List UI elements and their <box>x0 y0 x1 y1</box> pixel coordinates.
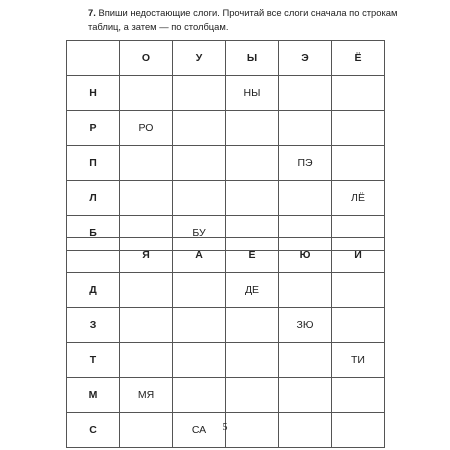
syllable-cell: ТИ <box>332 343 385 378</box>
table-row <box>67 146 385 181</box>
empty-syllable-cell[interactable] <box>279 378 332 413</box>
empty-syllable-cell[interactable] <box>173 308 226 343</box>
vowel-header: У <box>173 41 226 76</box>
empty-syllable-cell[interactable] <box>226 343 279 378</box>
syllable-cell: МЯ <box>120 378 173 413</box>
table-row <box>67 111 385 146</box>
empty-syllable-cell[interactable] <box>279 181 332 216</box>
table-row <box>67 378 385 413</box>
empty-syllable-cell[interactable] <box>173 343 226 378</box>
consonant-header: Р <box>67 111 120 146</box>
empty-syllable-cell[interactable] <box>332 76 385 111</box>
vowel-header: Э <box>279 41 332 76</box>
vowel-header: Ё <box>332 41 385 76</box>
syllable-cell: ДЕ <box>226 273 279 308</box>
empty-syllable-cell[interactable] <box>332 308 385 343</box>
syllable-cell: ЛЁ <box>332 181 385 216</box>
table-row <box>67 308 385 343</box>
empty-syllable-cell[interactable] <box>279 76 332 111</box>
empty-syllable-cell[interactable] <box>332 273 385 308</box>
header-row <box>67 41 385 76</box>
consonant-header: Л <box>67 181 120 216</box>
empty-syllable-cell[interactable] <box>120 76 173 111</box>
task-text: Впиши недостающие слоги. Прочитай все слоги сначала по строкам таблиц, а затем — по столбцам. <box>88 7 398 32</box>
empty-syllable-cell[interactable] <box>332 111 385 146</box>
empty-syllable-cell[interactable] <box>120 146 173 181</box>
empty-syllable-cell[interactable] <box>226 146 279 181</box>
empty-syllable-cell[interactable] <box>173 273 226 308</box>
vowel-header: Ы <box>226 41 279 76</box>
task-instructions <box>88 6 418 33</box>
consonant-header: Т <box>67 343 120 378</box>
syllable-cell: ЗЮ <box>279 308 332 343</box>
table-row <box>67 273 385 308</box>
empty-syllable-cell[interactable] <box>120 273 173 308</box>
empty-syllable-cell[interactable] <box>120 181 173 216</box>
consonant-header: Н <box>67 76 120 111</box>
consonant-header: З <box>67 308 120 343</box>
syllable-cell: РО <box>120 111 173 146</box>
empty-syllable-cell[interactable] <box>226 181 279 216</box>
empty-syllable-cell[interactable] <box>226 111 279 146</box>
empty-syllable-cell[interactable] <box>173 181 226 216</box>
header-row <box>67 238 385 273</box>
table-row <box>67 76 385 111</box>
consonant-header: Д <box>67 273 120 308</box>
consonant-header: С <box>67 413 120 448</box>
consonant-header: М <box>67 378 120 413</box>
table-row <box>67 343 385 378</box>
corner-cell <box>67 238 120 273</box>
syllable-cell: НЫ <box>226 76 279 111</box>
empty-syllable-cell[interactable] <box>173 111 226 146</box>
vowel-header: Е <box>226 238 279 273</box>
vowel-header: И <box>332 238 385 273</box>
syllable-cell: ПЭ <box>279 146 332 181</box>
empty-syllable-cell[interactable] <box>226 308 279 343</box>
syllable-cell: БУ <box>173 216 226 251</box>
task-number: 7. <box>88 7 96 18</box>
syllable-cell: СА <box>173 413 226 448</box>
syllable-table-1 <box>66 40 385 251</box>
table-row <box>67 181 385 216</box>
empty-syllable-cell[interactable] <box>226 378 279 413</box>
consonant-header: П <box>67 146 120 181</box>
vowel-header: Ю <box>279 238 332 273</box>
page-number: 5 <box>222 422 228 433</box>
syllable-table-2 <box>66 237 385 448</box>
vowel-header: О <box>120 41 173 76</box>
empty-syllable-cell[interactable] <box>173 76 226 111</box>
empty-syllable-cell[interactable] <box>120 343 173 378</box>
empty-syllable-cell[interactable] <box>120 308 173 343</box>
empty-syllable-cell[interactable] <box>332 378 385 413</box>
vowel-header: Я <box>120 238 173 273</box>
empty-syllable-cell[interactable] <box>279 273 332 308</box>
corner-cell <box>67 41 120 76</box>
empty-syllable-cell[interactable] <box>173 146 226 181</box>
consonant-header: Б <box>67 216 120 251</box>
empty-syllable-cell[interactable] <box>332 146 385 181</box>
empty-syllable-cell[interactable] <box>279 343 332 378</box>
empty-syllable-cell[interactable] <box>173 378 226 413</box>
vowel-header: А <box>173 238 226 273</box>
empty-syllable-cell[interactable] <box>279 111 332 146</box>
